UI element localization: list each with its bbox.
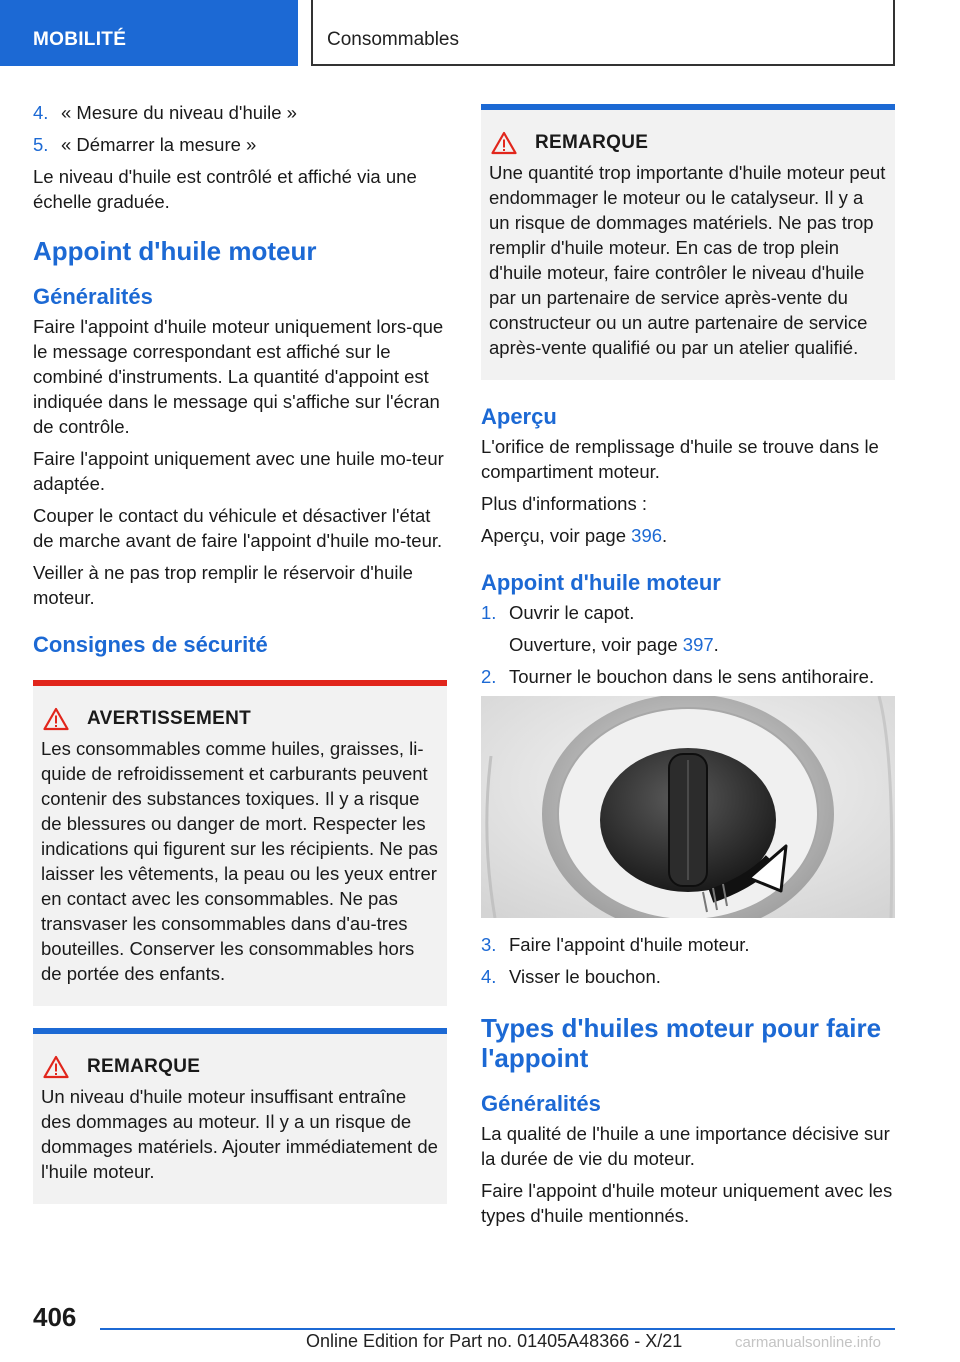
list-item xyxy=(481,664,895,689)
heading-topup: Appoint d'huile moteur xyxy=(33,236,317,266)
warning-triangle-icon xyxy=(43,1055,69,1079)
step-number: 1. xyxy=(481,602,497,623)
paragraph: Le niveau d'huile est contrôlé et affiché via une échelle graduée. xyxy=(33,166,417,212)
paragraph: Faire l'appoint d'huile moteur uniquement avec les types d'huile mentionnés. xyxy=(481,1180,893,1226)
heading-overview: Aperçu xyxy=(481,404,557,429)
paragraph: Veiller à ne pas trop remplir le réservoir d'huile moteur. xyxy=(33,562,413,608)
watermark: carmanualsonline.info xyxy=(735,1334,881,1351)
paragraph: Faire l'appoint d'huile moteur uniquement lors-que le message correspondant est affiché sur le combiné d'instruments. La quantité d'appoint est indiquée dans le message qui s'affiche sur l'écran de contrôle. xyxy=(33,316,444,437)
page-link-396[interactable]: 396 xyxy=(631,525,663,546)
footer-divider xyxy=(100,1328,895,1330)
box-text: Une quantité trop importante d'huile moteur peut endommager le moteur ou le catalyseur. Il y a un risque de dommages matériels. Ne pas trop remplir d'huile moteur. En cas de trop plein d'huile moteur, faire contrôler le niveau d'huile par un partenaire de service après-vente du constructeur ou un autre partenaire de service après-vente qualifié ou par un atelier qualifié. xyxy=(489,162,886,358)
paragraph: La qualité de l'huile a une importance décisive sur la durée de vie du moteur. xyxy=(481,1123,890,1169)
page-number: 406 xyxy=(33,1302,77,1332)
reference-label: Ouverture, voir page xyxy=(509,634,683,655)
paragraph: Plus d'informations : xyxy=(481,493,647,514)
chapter-title: Consommables xyxy=(311,0,895,66)
step-text: Faire l'appoint d'huile moteur. xyxy=(509,934,750,955)
warning-triangle-icon xyxy=(43,707,69,731)
warning-triangle-icon xyxy=(491,131,517,155)
heading-topup: Appoint d'huile moteur xyxy=(481,570,721,595)
page-link-397[interactable]: 397 xyxy=(682,634,714,655)
step-text: « Démarrer la mesure » xyxy=(61,134,257,155)
list-item xyxy=(33,100,447,125)
step-number: 2. xyxy=(481,666,497,687)
reference-label: Aperçu, voir page xyxy=(481,525,632,546)
step-text: Tourner le bouchon dans le sens antihoraire. xyxy=(509,666,875,687)
page-header xyxy=(0,0,960,66)
heading-oil-types: Types d'huiles moteur pour faire l'appoint xyxy=(481,1013,882,1073)
heading-safety: Consignes de sécurité xyxy=(33,632,268,657)
box-header xyxy=(489,130,887,155)
box-header xyxy=(41,706,439,731)
list-item xyxy=(481,932,895,957)
box-title: AVERTISSEMENT xyxy=(87,708,252,729)
left-column xyxy=(33,100,447,1222)
paragraph: Faire l'appoint uniquement avec une huile mo-teur adaptée. xyxy=(33,448,444,494)
step-text: « Mesure du niveau d'huile » xyxy=(61,102,297,123)
list-item xyxy=(481,600,895,625)
section-title: MOBILITÉ xyxy=(0,0,298,66)
step-number: 4. xyxy=(481,966,497,987)
page-reference xyxy=(481,632,895,657)
box-text: Les consommables comme huiles, graisses, li-quide de refroidissement et carburants peuvent contenir des substances toxiques. Il y a risque de blessures ou danger de mort. Respecter les indications qui figurent sur les récipients. Ne pas laisser les vêtements, la peau ou les yeux entrer en contact avec les consommables. Ne pas transvaser les consommables dans d'au-tres bouteilles. Conserver les consommables hors de portée des enfants. xyxy=(41,738,438,984)
heading-general: Généralités xyxy=(33,284,153,309)
reference-suffix: . xyxy=(713,634,719,655)
edition-note: Online Edition for Part no. 01405A48366 - X/21 xyxy=(306,1331,683,1351)
list-item xyxy=(481,964,895,989)
notice-box xyxy=(481,104,895,380)
list-item xyxy=(33,132,447,157)
oil-cap-illustration xyxy=(481,696,895,918)
step-text: Ouvrir le capot. xyxy=(509,602,635,623)
step-number: 4. xyxy=(33,102,49,123)
right-column xyxy=(481,100,895,1235)
step-number: 5. xyxy=(33,134,49,155)
box-title: REMARQUE xyxy=(87,1056,201,1077)
heading-general: Généralités xyxy=(481,1091,601,1116)
step-number: 3. xyxy=(481,934,497,955)
warning-box xyxy=(33,680,447,1006)
paragraph: L'orifice de remplissage d'huile se trouve dans le compartiment moteur. xyxy=(481,436,879,482)
box-title: REMARQUE xyxy=(535,132,649,153)
paragraph: Couper le contact du véhicule et désactiver l'état de marche avant de faire l'appoint d'huile mo-teur. xyxy=(33,505,443,551)
reference-suffix: . xyxy=(662,525,668,546)
step-text: Visser le bouchon. xyxy=(509,966,661,987)
notice-box xyxy=(33,1028,447,1204)
box-text: Un niveau d'huile moteur insuffisant entraîne des dommages au moteur. Il y a un risque de dommages matériels. Ajouter immédiatement de l'huile moteur. xyxy=(41,1086,438,1182)
page-reference xyxy=(481,523,895,548)
box-header xyxy=(41,1054,439,1079)
